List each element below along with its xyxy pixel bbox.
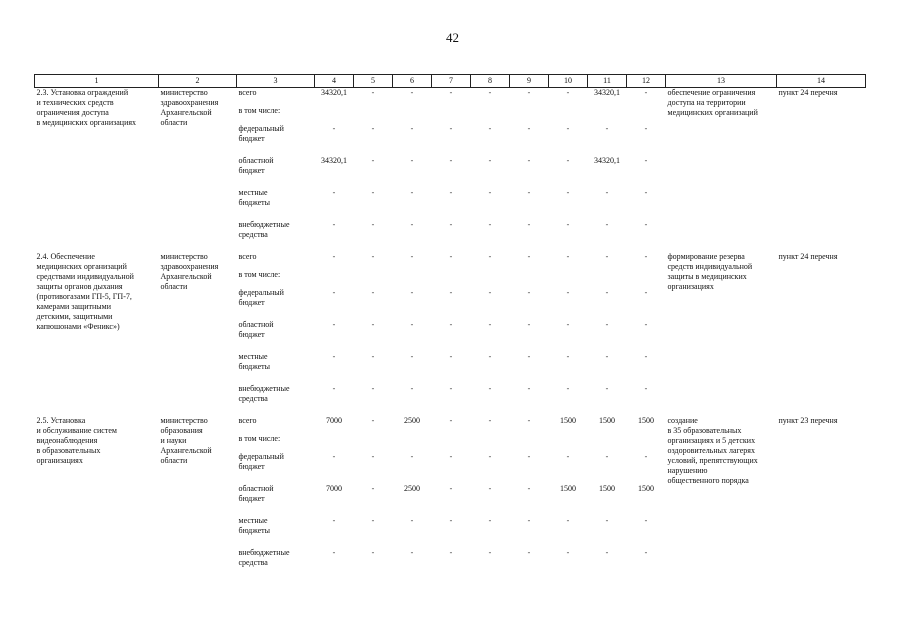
amount-cell — [471, 270, 510, 288]
funding-source-label: всего — [238, 88, 257, 97]
amount-cell — [588, 434, 627, 452]
amount-cell: - — [566, 88, 570, 97]
amount-cell: - — [605, 383, 609, 393]
amount-cell: - — [527, 451, 531, 461]
amount-cell: - — [332, 287, 336, 297]
expected-result-cell-text: создание в 35 образовательных организациях и 5 детских оздоровительных лагерях условий, препятствующих нарушению общественного порядка — [667, 415, 758, 485]
column-header: 10 — [549, 75, 588, 88]
amount-cell — [549, 434, 588, 452]
amount-cell: - — [449, 319, 453, 329]
funding-source-cell — [237, 188, 315, 220]
amount-cell: - — [449, 547, 453, 557]
amount-cell: - — [410, 383, 414, 393]
amount-cell: 34320,1 — [321, 88, 347, 97]
amount-cell: - — [332, 251, 336, 261]
measure-cell-text: 2.3. Установка ограждений и технических средств ограничения доступа в медицинских организациях — [36, 88, 137, 127]
amount-cell: - — [605, 547, 609, 557]
funding-source-label: местные бюджеты — [238, 187, 271, 207]
amount-cell: - — [488, 219, 492, 229]
amount-cell: - — [527, 88, 531, 97]
funding-source-label: всего — [238, 415, 257, 425]
amount-cell — [354, 270, 393, 288]
amount-cell: - — [371, 219, 375, 229]
funding-source-cell — [237, 352, 315, 384]
amount-cell: - — [527, 187, 531, 197]
amount-cell: - — [527, 351, 531, 361]
amount-cell: - — [527, 547, 531, 557]
executor-cell — [159, 252, 237, 416]
funding-source-label: в том числе: — [238, 105, 281, 115]
amount-cell: - — [410, 187, 414, 197]
amount-cell: - — [332, 219, 336, 229]
funding-source-cell — [237, 548, 315, 580]
table-body — [35, 88, 866, 580]
amount-cell: - — [527, 483, 531, 493]
funding-source-cell — [237, 484, 315, 516]
amount-cell — [432, 270, 471, 288]
amount-cell: - — [644, 155, 648, 165]
amount-cell: - — [644, 219, 648, 229]
funding-source-label: местные бюджеты — [238, 351, 271, 371]
funding-source-label: областной бюджет — [238, 483, 274, 503]
basis-cell-text: пункт 24 перечня — [778, 88, 838, 97]
amount-cell — [354, 106, 393, 124]
amount-cell: - — [527, 319, 531, 329]
amount-cell: - — [605, 319, 609, 329]
funding-source-label: внебюджетные средства — [238, 219, 290, 239]
amount-cell: - — [488, 515, 492, 525]
amount-cell: - — [371, 88, 375, 97]
funding-source-cell — [237, 288, 315, 320]
amount-cell: - — [488, 483, 492, 493]
funding-source-cell — [237, 156, 315, 188]
amount-cell: - — [644, 123, 648, 133]
amount-cell: - — [527, 287, 531, 297]
amount-cell: 1500 — [560, 483, 576, 493]
amount-cell — [432, 106, 471, 124]
amount-cell: - — [644, 187, 648, 197]
column-header: 11 — [588, 75, 627, 88]
amount-cell — [627, 270, 666, 288]
amount-cell: - — [605, 187, 609, 197]
amount-cell: - — [332, 319, 336, 329]
funding-source-cell — [237, 320, 315, 352]
column-header: 12 — [627, 75, 666, 88]
basis-cell — [777, 88, 866, 252]
amount-cell: - — [449, 123, 453, 133]
amount-cell: - — [605, 515, 609, 525]
amount-cell — [393, 106, 432, 124]
amount-cell — [588, 106, 627, 124]
amount-cell — [315, 270, 354, 288]
amount-cell: 7000 — [326, 483, 342, 493]
column-header: 9 — [510, 75, 549, 88]
amount-cell: - — [332, 451, 336, 461]
amount-cell — [354, 434, 393, 452]
amount-cell — [510, 270, 549, 288]
funding-source-label: федеральный бюджет — [238, 123, 284, 143]
amount-cell: - — [527, 123, 531, 133]
amount-cell: - — [410, 123, 414, 133]
amount-cell: - — [410, 155, 414, 165]
amount-cell: - — [566, 187, 570, 197]
funding-source-label: в том числе: — [238, 269, 281, 279]
funding-source-cell — [237, 416, 315, 434]
amount-cell: - — [449, 155, 453, 165]
funding-source-label: федеральный бюджет — [238, 451, 284, 471]
amount-cell: 2500 — [404, 415, 420, 425]
executor-cell — [159, 416, 237, 580]
amount-cell: - — [371, 515, 375, 525]
amount-cell: - — [566, 219, 570, 229]
funding-source-cell — [237, 270, 315, 288]
amount-cell: - — [449, 415, 453, 425]
amount-cell — [627, 434, 666, 452]
expected-result-cell — [666, 252, 777, 416]
amount-cell: 1500 — [638, 415, 654, 425]
amount-cell: - — [527, 383, 531, 393]
amount-cell: - — [449, 483, 453, 493]
amount-cell: - — [644, 287, 648, 297]
amount-cell — [315, 434, 354, 452]
amount-cell: - — [605, 451, 609, 461]
amount-cell: - — [371, 451, 375, 461]
executor-cell-text: министерство здравоохранения Архангельской области — [160, 251, 219, 291]
amount-cell: - — [488, 251, 492, 261]
column-header: 4 — [315, 75, 354, 88]
amount-cell — [549, 106, 588, 124]
amount-cell: - — [449, 451, 453, 461]
funding-source-cell — [237, 452, 315, 484]
amount-cell: - — [644, 383, 648, 393]
amount-cell: - — [488, 451, 492, 461]
amount-cell: - — [566, 155, 570, 165]
amount-cell: - — [644, 251, 648, 261]
amount-cell: - — [527, 515, 531, 525]
funding-source-label: федеральный бюджет — [238, 287, 284, 307]
amount-cell: - — [371, 547, 375, 557]
amount-cell: - — [371, 319, 375, 329]
amount-cell — [315, 106, 354, 124]
amount-cell: - — [644, 547, 648, 557]
amount-cell: - — [410, 287, 414, 297]
measure-cell-text: 2.5. Установка и обслуживание систем видеонаблюдения в образовательных организациях — [36, 415, 117, 465]
amount-cell — [471, 434, 510, 452]
column-header: 3 — [237, 75, 315, 88]
expected-result-cell-text: обеспечение ограничения доступа на территории медицинских организаций — [667, 88, 758, 117]
amount-cell — [549, 270, 588, 288]
basis-cell — [777, 416, 866, 580]
executor-cell-text: министерство образования и науки Архангельской области — [160, 415, 212, 465]
amount-cell: - — [488, 383, 492, 393]
amount-cell: - — [488, 415, 492, 425]
funding-source-cell — [237, 434, 315, 452]
column-header: 8 — [471, 75, 510, 88]
amount-cell: - — [332, 383, 336, 393]
amount-cell: - — [566, 547, 570, 557]
amount-cell: - — [488, 123, 492, 133]
amount-cell: - — [371, 155, 375, 165]
table-row — [35, 416, 866, 434]
amount-cell: 34320,1 — [594, 155, 620, 165]
amount-cell: 2500 — [404, 483, 420, 493]
amount-cell — [627, 106, 666, 124]
amount-cell: - — [566, 287, 570, 297]
funding-source-cell — [237, 252, 315, 270]
amount-cell: - — [527, 251, 531, 261]
funding-source-cell — [237, 516, 315, 548]
amount-cell: - — [371, 251, 375, 261]
funding-source-label: внебюджетные средства — [238, 383, 290, 403]
basis-cell — [777, 252, 866, 416]
amount-cell: 34320,1 — [321, 155, 347, 165]
amount-cell: - — [410, 251, 414, 261]
amount-cell: - — [566, 383, 570, 393]
program-measures-table — [34, 74, 866, 580]
amount-cell: - — [644, 515, 648, 525]
amount-cell: - — [449, 219, 453, 229]
amount-cell: - — [410, 547, 414, 557]
funding-source-label: местные бюджеты — [238, 515, 271, 535]
amount-cell: - — [449, 515, 453, 525]
amount-cell — [471, 106, 510, 124]
column-header: 2 — [159, 75, 237, 88]
amount-cell — [588, 270, 627, 288]
amount-cell: - — [488, 351, 492, 361]
amount-cell: - — [527, 155, 531, 165]
amount-cell: - — [488, 287, 492, 297]
amount-cell: - — [605, 251, 609, 261]
amount-cell: - — [332, 547, 336, 557]
amount-cell: - — [488, 319, 492, 329]
amount-cell: - — [332, 187, 336, 197]
page-number: 42 — [446, 30, 459, 45]
table-row — [35, 252, 866, 270]
expected-result-cell-text: формирование резерва средств индивидуальной защиты в медицинских организациях — [667, 251, 753, 291]
amount-cell — [510, 106, 549, 124]
amount-cell — [510, 434, 549, 452]
funding-source-cell — [237, 384, 315, 416]
funding-source-cell — [237, 124, 315, 156]
amount-cell: - — [488, 88, 492, 97]
amount-cell: - — [410, 88, 414, 97]
measure-cell — [35, 252, 159, 416]
amount-cell: - — [332, 123, 336, 133]
amount-cell — [393, 434, 432, 452]
amount-cell: - — [371, 351, 375, 361]
amount-cell: - — [605, 219, 609, 229]
amount-cell: - — [371, 287, 375, 297]
amount-cell: - — [449, 88, 453, 97]
funding-source-label: внебюджетные средства — [238, 547, 290, 567]
amount-cell: - — [566, 451, 570, 461]
column-header: 13 — [666, 75, 777, 88]
column-header: 14 — [777, 75, 866, 88]
expected-result-cell — [666, 88, 777, 252]
amount-cell: - — [488, 155, 492, 165]
amount-cell: - — [410, 451, 414, 461]
amount-cell: - — [605, 287, 609, 297]
amount-cell: - — [566, 351, 570, 361]
amount-cell: - — [371, 123, 375, 133]
amount-cell: - — [371, 415, 375, 425]
amount-cell: - — [566, 319, 570, 329]
amount-cell: 7000 — [326, 415, 342, 425]
column-header: 6 — [393, 75, 432, 88]
funding-source-label: в том числе: — [238, 433, 281, 443]
amount-cell: - — [449, 383, 453, 393]
amount-cell: - — [410, 351, 414, 361]
amount-cell: - — [644, 88, 648, 97]
funding-source-cell — [237, 106, 315, 124]
amount-cell: - — [449, 251, 453, 261]
basis-cell-text: пункт 23 перечня — [778, 415, 838, 425]
amount-cell: - — [644, 319, 648, 329]
measure-cell-text: 2.4. Обеспечение медицинских организаций средствами индивидуальной защиты органов дыхания (противогазами ГП-5, ГП-7, камерами защитными детскими, защитными капюшонами «Феникс») — [36, 251, 134, 331]
amount-cell: - — [410, 515, 414, 525]
amount-cell: - — [644, 451, 648, 461]
amount-cell: 34320,1 — [594, 88, 620, 97]
amount-cell: - — [410, 219, 414, 229]
amount-cell: - — [371, 383, 375, 393]
amount-cell: - — [410, 319, 414, 329]
amount-cell: - — [605, 351, 609, 361]
amount-cell: - — [332, 515, 336, 525]
amount-cell: - — [371, 483, 375, 493]
column-header: 1 — [35, 75, 159, 88]
amount-cell: 1500 — [638, 483, 654, 493]
amount-cell: - — [371, 187, 375, 197]
amount-cell: - — [566, 251, 570, 261]
measure-cell — [35, 416, 159, 580]
expected-result-cell — [666, 416, 777, 580]
header-row — [35, 75, 866, 88]
amount-cell — [432, 434, 471, 452]
amount-cell: - — [644, 351, 648, 361]
executor-cell — [159, 88, 237, 252]
amount-cell: 1500 — [599, 483, 615, 493]
funding-source-label: областной бюджет — [238, 155, 274, 175]
amount-cell: - — [566, 123, 570, 133]
funding-source-label: областной бюджет — [238, 319, 274, 339]
funding-source-label: всего — [238, 251, 257, 261]
column-header: 7 — [432, 75, 471, 88]
amount-cell: - — [488, 547, 492, 557]
amount-cell — [393, 270, 432, 288]
measure-cell — [35, 88, 159, 252]
amount-cell: - — [449, 351, 453, 361]
amount-cell: - — [488, 187, 492, 197]
amount-cell: - — [605, 123, 609, 133]
amount-cell: - — [449, 187, 453, 197]
amount-cell: - — [527, 415, 531, 425]
executor-cell-text: министерство здравоохранения Архангельской области — [160, 88, 219, 127]
amount-cell: 1500 — [560, 415, 576, 425]
amount-cell: - — [332, 351, 336, 361]
table-row — [35, 88, 866, 106]
amount-cell: - — [449, 287, 453, 297]
funding-source-cell — [237, 88, 315, 106]
amount-cell: - — [566, 515, 570, 525]
column-header: 5 — [354, 75, 393, 88]
amount-cell: 1500 — [599, 415, 615, 425]
funding-source-cell — [237, 220, 315, 252]
amount-cell: - — [527, 219, 531, 229]
basis-cell-text: пункт 24 перечня — [778, 251, 838, 261]
